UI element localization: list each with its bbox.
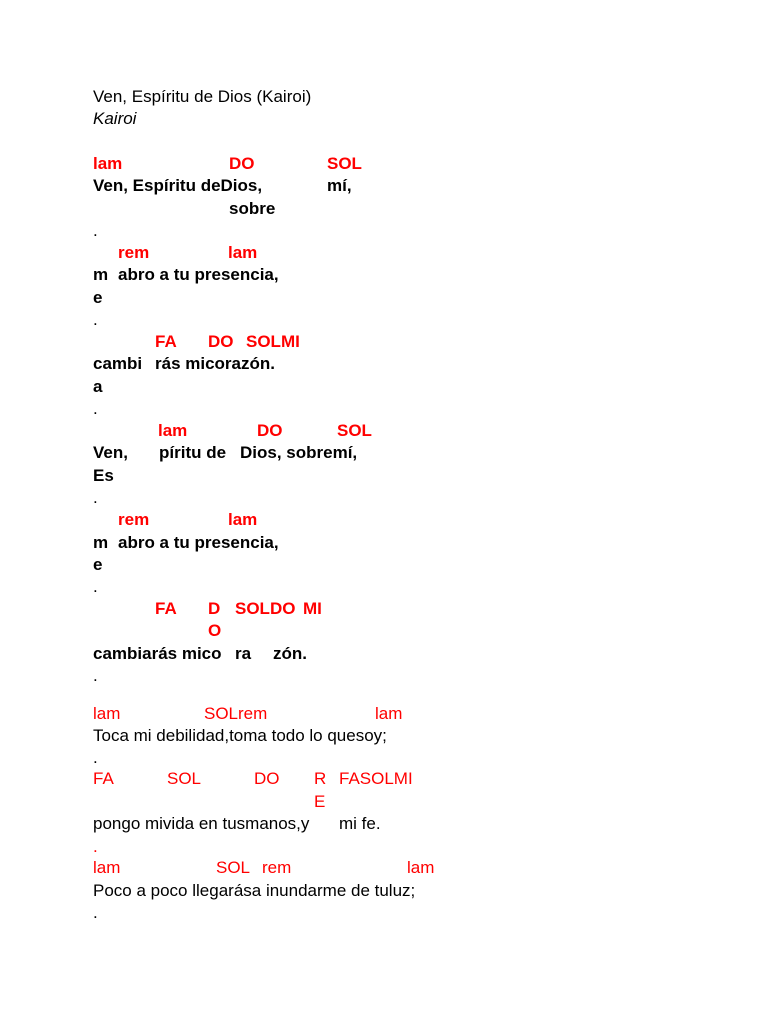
chord: FASOLMI: [339, 769, 413, 788]
lyric-text: cambiarás mico: [93, 644, 222, 663]
chord: D: [208, 599, 221, 618]
lyric-text: pongo mivida en tusmanos,y: [93, 814, 310, 833]
chord: lam: [407, 858, 435, 877]
lyric-text: m: [93, 265, 109, 284]
line-dot: .: [93, 666, 98, 685]
line-dot: .: [93, 748, 98, 767]
lyric-text: sobre: [229, 199, 276, 218]
chord: DO: [208, 332, 234, 351]
lyric-text: abro a tu presencia,: [118, 265, 279, 284]
lyric-text: e: [93, 555, 103, 574]
chord: SOLrem: [204, 704, 268, 723]
chord: SOL: [327, 154, 362, 173]
lyric-text: Es: [93, 466, 114, 485]
line-dot: .: [93, 399, 98, 418]
line-dot: .: [93, 577, 98, 596]
chord: lam: [158, 421, 188, 440]
song-author: Kairoi: [93, 109, 137, 128]
chord: FA: [155, 599, 177, 618]
chord: lam: [93, 858, 121, 877]
lyric-text: mí,: [327, 176, 352, 195]
chord: DO: [254, 769, 280, 788]
chord: SOL: [337, 421, 372, 440]
line-dot: .: [93, 837, 98, 856]
lyric-text: cambi: [93, 354, 143, 373]
chord: rem: [118, 510, 150, 529]
lyric-text: m: [93, 533, 109, 552]
chord: lam: [375, 704, 403, 723]
chord: DO: [257, 421, 283, 440]
lyric-text: píritu de: [159, 443, 227, 462]
chord: E: [314, 792, 326, 811]
chord: rem: [262, 858, 292, 877]
chord: SOLMI: [246, 332, 300, 351]
chord: MI: [303, 599, 322, 618]
line-dot: .: [93, 221, 98, 240]
lyric-text: zón.: [273, 644, 307, 663]
chord: DO: [229, 154, 255, 173]
chord: rem: [118, 243, 150, 262]
lyric-text: e: [93, 288, 103, 307]
lyric-text: ra: [235, 644, 252, 663]
line-dot: .: [93, 310, 98, 329]
chord: FA: [155, 332, 177, 351]
lyric-text: rás micorazón.: [155, 354, 275, 373]
line-dot: .: [93, 488, 98, 507]
lyric-text: Toca mi debilidad,toma todo lo quesoy;: [93, 726, 387, 745]
chord: SOLDO: [235, 599, 296, 618]
chord: O: [208, 621, 222, 640]
lyric-text: mi fe.: [339, 814, 381, 833]
chord: lam: [93, 704, 121, 723]
lyric-text: Poco a poco llegarása inundarme de tuluz;: [93, 881, 416, 900]
chord: lam: [228, 510, 258, 529]
line-dot: .: [93, 903, 98, 922]
lyric-text: Dios, sobremí,: [240, 443, 358, 462]
chord: lam: [93, 154, 123, 173]
lyric-text: abro a tu presencia,: [118, 533, 279, 552]
lyric-text: Ven,: [93, 443, 128, 462]
chord: SOL: [216, 858, 251, 877]
lyric-text: Ven, Espíritu deDios,: [93, 176, 263, 195]
lyric-text: a: [93, 377, 103, 396]
song-title: Ven, Espíritu de Dios (Kairoi): [93, 87, 312, 106]
chord: lam: [228, 243, 258, 262]
chord: R: [314, 769, 327, 788]
chord: FA: [93, 769, 114, 788]
chord: SOL: [167, 769, 202, 788]
